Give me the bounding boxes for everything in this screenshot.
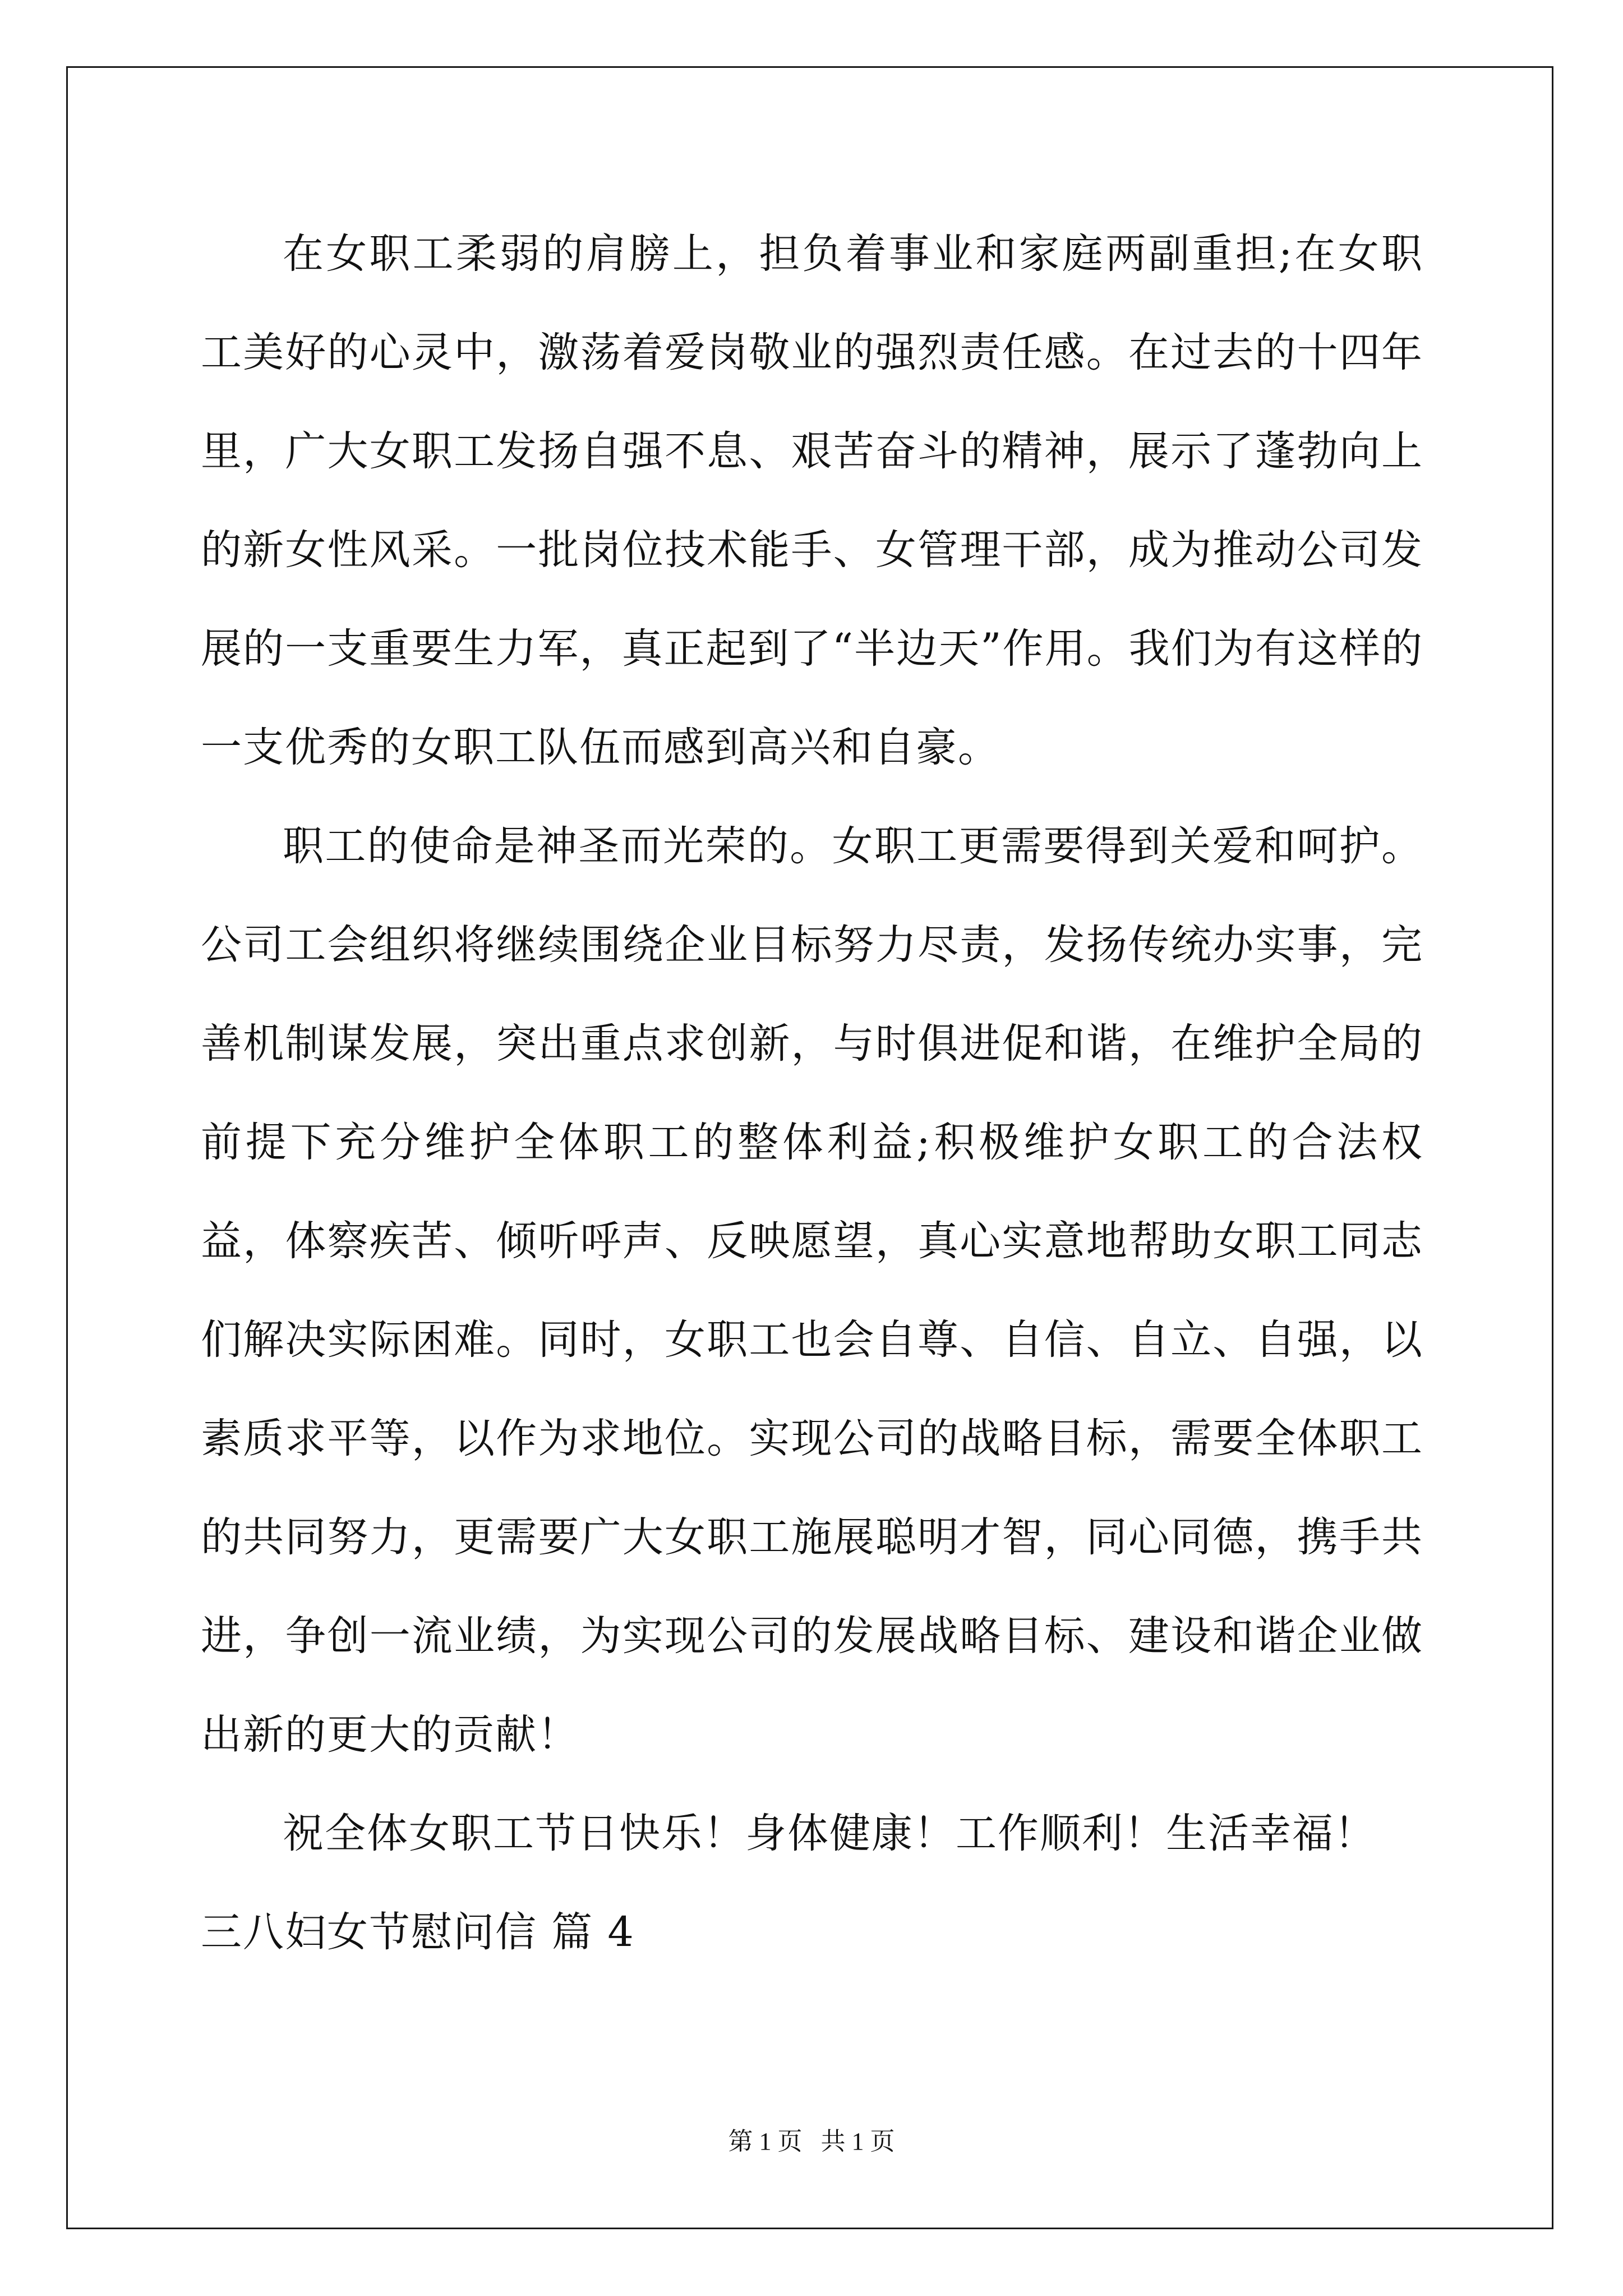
paragraph-3: 祝全体女职工节日快乐！身体健康！工作顺利！生活幸福！ xyxy=(283,1810,1376,1857)
section-heading: 三八妇女节慰问信 篇 4 xyxy=(201,1908,635,1956)
page-number: 第 1 页 共 1 页 xyxy=(728,2128,895,2155)
paragraph-2: 职工的使命是神圣而光荣的。女职工更需要得到关爱和呵护。公司工会组织将继续围绕企业目标努力尽责，发扬传统办实事，完善机制谋发展，突出重点求创新，与时俱进促和谐，在维护全局的前提下充分维护全体职工的整体利益;积极维护女职工的合法权益，体察疾苦、倾听呼声、反映愿望，真心实意地帮助女职工同志们解决实际困难。同时，女职工也会自尊、自信、自立、自强，以素质求平等，以作为求地位。实现公司的战略目标，需要全体职工的共同努力，更需要广大女职工施展聪明才智，同心同德，携手共进，争创一流业绩，为实现公司的发展战略目标、建设和谐企业做出新的更大的贡献！ xyxy=(201,822,1423,1759)
page-footer xyxy=(0,2125,1623,2159)
paragraph-1: 在女职工柔弱的肩膀上，担负着事业和家庭两副重担;在女职工美好的心灵中，激荡着爱岗敬业的强烈责任感。在过去的十四年里，广大女职工发扬自强不息、艰苦奋斗的精神，展示了蓬勃向上的新女性风采。一批岗位技术能手、女管理干部，成为推动公司发展的一支重要生力军，真正起到了“半边天”作用。我们为有这样的一支优秀的女职工队伍而感到高兴和自豪。 xyxy=(201,230,1423,771)
document-body xyxy=(201,205,1423,1982)
